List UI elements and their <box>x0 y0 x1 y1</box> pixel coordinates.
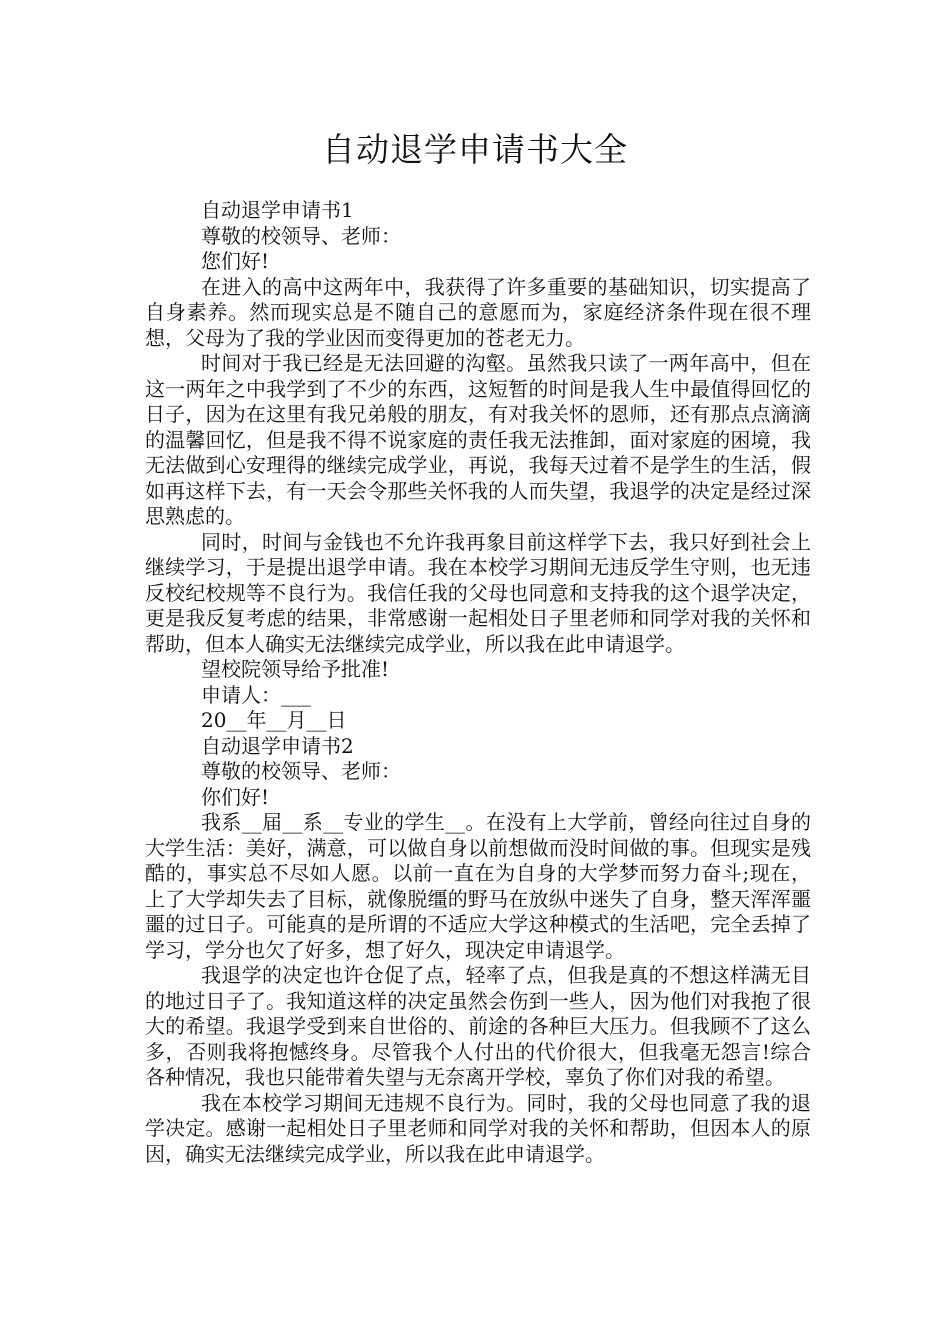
letter-2-paragraph-3: 我在本校学习期间无违规不良行为。同时，我的父母也同意了我的退学决定。感谢一起相处日子里老师和同学对我的关怀和帮助，但因本人的原因，确实无法继续完成学业，所以我在此申请退学。 <box>145 1090 811 1166</box>
letter-2-paragraph-1: 我系__届__系__专业的学生__。在没有上大学前，曾经向往过自身的大学生活：美好，满意，可以做自身以前想做而没时间做的事。但现实是残酷的，事实总不尽如人愿。以前一直在为自身的大学梦而努力奋斗;现在，上了大学却失去了目标，就像脱缰的野马在放纵中迷失了自身，整天浑浑噩噩的过日子。可能真的是所谓的不适应大学这种模式的生活吧，完全丢掉了学习，学分也欠了好多，想了好久，现决定申请退学。 <box>145 810 811 962</box>
document-body <box>145 198 811 1167</box>
letter-1-paragraph-2: 时间对于我已经是无法回避的沟壑。虽然我只读了一两年高中，但在这一两年之中我学到了不少的东西，这短暂的时间是我人生中最值得回忆的日子，因为在这里有我兄弟般的朋友，有对我关怀的恩师，还有那点点滴滴的温馨回忆，但是我不得不说家庭的责任我无法推卸，面对家庭的困境，我无法做到心安理得的继续完成学业，再说，我每天过着不是学生的生活，假如再这样下去，有一天会令那些关怀我的人而失望，我退学的决定是经过深思熟虑的。 <box>145 351 811 528</box>
letter-1-greeting: 您们好! <box>201 249 270 273</box>
letter-2-paragraph-2: 我退学的决定也许仓促了点，轻率了点，但我是真的不想这样满无目的地过日子了。我知道这样的决定虽然会伤到一些人，因为他们对我抱了很大的希望。我退学受到来自世俗的、前途的各种巨大压力。但我顾不了这么多，否则我将抱憾终身。尽管我个人付出的代价很大，但我毫无怨言!综合各种情况，我也只能带着失望与无奈离开学校，辜负了你们对我的希望。 <box>145 963 811 1089</box>
letter-1-paragraph-3: 同时，时间与金钱也不允许我再象目前这样学下去，我只好到社会上继续学习，于是提出退学申请。我在本校学习期间无违反学生守则，也无违反校纪校规等不良行为。我信任我的父母也同意和支持我的这个退学决定，更是我反复考虑的结果，非常感谢一起相处日子里老师和同学对我的关怀和帮助，但本人确实无法继续完成学业，所以我在此申请退学。 <box>145 529 811 656</box>
letter-1-applicant: 申请人：___ <box>201 682 311 707</box>
letter-1-paragraph-1: 在进入的高中这两年中，我获得了许多重要的基础知识，切实提高了自身素养。然而现实总是不随自己的意愿而为，家庭经济条件现在很不理想，父母为了我的学业因而变得更加的苍老无力。 <box>145 274 811 350</box>
letter-1-salutation: 尊敬的校领导、老师： <box>201 223 401 248</box>
letter-2-heading: 自动退学申请书2 <box>201 733 354 758</box>
letter-1-heading: 自动退学申请书1 <box>201 198 354 222</box>
letter-2-greeting: 你们好! <box>201 784 270 809</box>
letter-1-date: 20__年__月__日 <box>201 708 347 732</box>
document-title: 自动退学申请书大全 <box>322 130 628 169</box>
letter-2-salutation: 尊敬的校领导、老师： <box>201 759 401 783</box>
letter-1-closing: 望校院领导给予批准! <box>201 657 390 681</box>
